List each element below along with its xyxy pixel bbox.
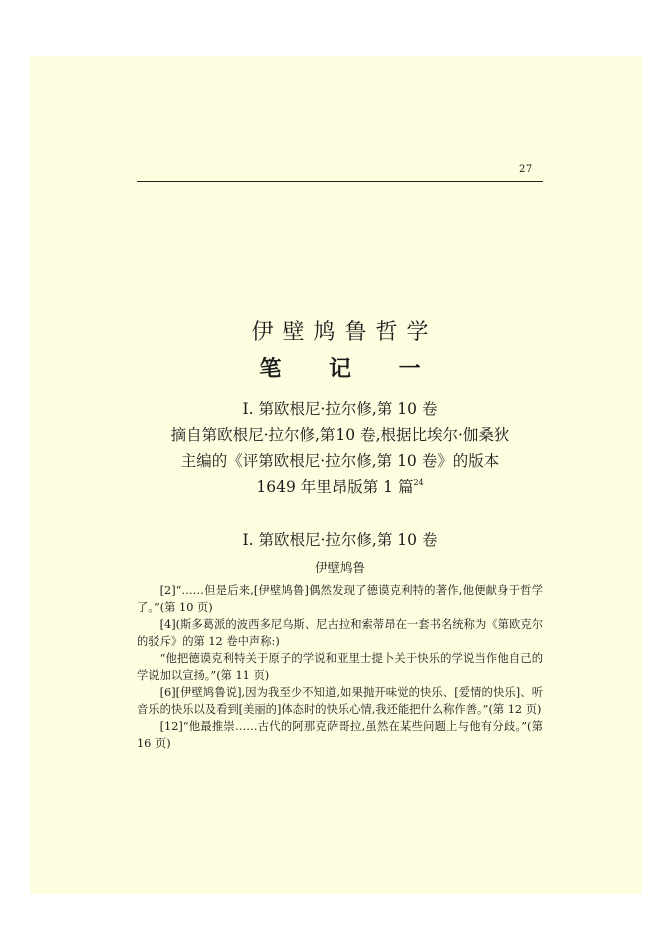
intro-line: Ⅰ. 第欧根尼·拉尔修,第 10 卷	[242, 400, 438, 418]
intro-line: 1649 年里昂版第 1 篇	[256, 478, 414, 496]
intro-line: 摘自第欧根尼·拉尔修,第10 卷,根据比埃尔·伽桑狄	[170, 426, 510, 444]
paragraph: “他把德谟克利特关于原子的学说和亚里士提卜关于快乐的学说当作他自己的学说加以宣扬。”(第 11 页)	[137, 652, 543, 682]
page-title: 伊壁鸠鲁哲学	[251, 320, 438, 345]
header-rule	[137, 181, 543, 182]
paragraph: [4](斯多葛派的波西多尼乌斯、尼古拉和索蒂昂在一套书名统称为《第欧克尔的驳斥》的第 12 卷中声称:)	[137, 618, 543, 648]
page-number: 27	[519, 164, 533, 175]
page-subtitle: 笔 记 一	[259, 357, 441, 382]
footnote-reference: 24	[413, 478, 424, 487]
intro-line: 主编的《评第欧根尼·拉尔修,第 10 卷》的版本	[180, 452, 500, 470]
section-heading: Ⅰ. 第欧根尼·拉尔修,第 10 卷	[242, 531, 438, 549]
paragraph: [12]“他最推崇……古代的阿那克萨哥拉,虽然在某些问题上与他有分歧。”(第 16 页)	[137, 720, 543, 750]
intro-line-with-footnote	[120, 474, 560, 500]
intro-block	[120, 396, 560, 500]
body-text	[137, 582, 543, 752]
paragraph: [2]“……但是后来,[伊壁鸠鲁]偶然发现了德谟克利特的著作,他便献身于哲学了。”(第 10 页)	[137, 584, 543, 614]
author-heading: 伊壁鸠鲁	[314, 560, 365, 575]
paragraph: [6][伊壁鸠鲁说],因为我至少不知道,如果抛开味觉的快乐、[爱情的快乐]、听音乐的快乐以及看到[美丽的]体态时的快乐心情,我还能把什么称作善。”(第 12 页)	[137, 686, 543, 716]
